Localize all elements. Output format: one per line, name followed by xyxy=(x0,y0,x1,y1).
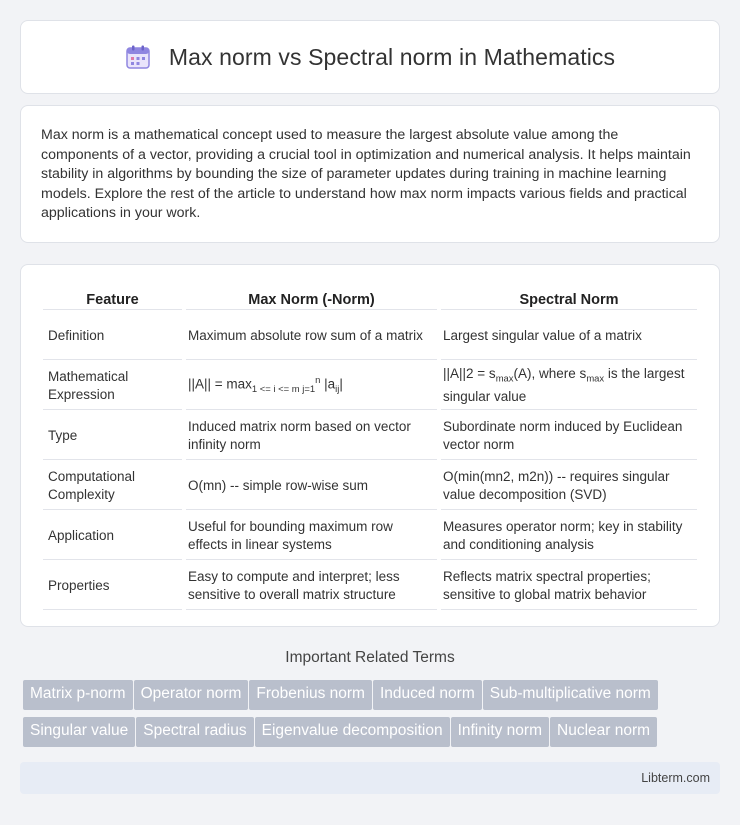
feature-cell: Computational Complexity xyxy=(43,462,182,510)
table-row xyxy=(43,562,697,610)
header-max-norm: Max Norm (-Norm) xyxy=(186,289,437,310)
comparison-table xyxy=(39,287,701,612)
footer-brand[interactable]: Libterm.com xyxy=(641,771,710,785)
max-norm-cell: Easy to compute and interpret; less sensitive to overall matrix structure xyxy=(186,562,437,610)
calendar-icon xyxy=(125,44,151,70)
footer xyxy=(20,762,720,794)
max-norm-cell: Induced matrix norm based on vector infinity norm xyxy=(186,412,437,460)
max-norm-cell: Maximum absolute row sum of a matrix xyxy=(186,312,437,360)
table-row xyxy=(43,362,697,410)
related-term-tag[interactable]: Eigenvalue decomposition xyxy=(255,717,450,747)
max-norm-cell: $||A|| = \max_{1 <= i <= m j=1}^n |a_{ij}|$ xyxy=(186,362,437,410)
related-term-tag[interactable]: Nuclear norm xyxy=(550,717,657,747)
feature-cell: Application xyxy=(43,512,182,560)
spectral-norm-cell: Largest singular value of a matrix xyxy=(441,312,697,360)
feature-cell: Definition xyxy=(43,312,182,360)
related-term-tag[interactable]: Sub-multiplicative norm xyxy=(483,680,658,710)
spectral-norm-cell: $||A||2 = s_{max}(A)$, where $s_{max}$ is the largest singular value xyxy=(441,362,697,410)
table-row xyxy=(43,412,697,460)
related-term-tag[interactable]: Matrix p-norm xyxy=(23,680,133,710)
table-row xyxy=(43,512,697,560)
related-term-tag[interactable]: Frobenius norm xyxy=(249,680,372,710)
spectral-norm-cell: O(min(mn2, m2n)) -- requires singular value decomposition (SVD) xyxy=(441,462,697,510)
table-row xyxy=(43,462,697,510)
intro-card xyxy=(20,105,720,243)
feature-cell: Properties xyxy=(43,562,182,610)
spectral-norm-cell: Measures operator norm; key in stability and conditioning analysis xyxy=(441,512,697,560)
page-title: Max norm vs Spectral norm in Mathematics xyxy=(168,43,616,70)
feature-cell: Mathematical Expression xyxy=(43,362,182,410)
header-feature: Feature xyxy=(43,289,182,310)
intro-text: Max norm is a mathematical concept used to measure the largest absolute value among the components of a vector, providing a crucial tool in optimization and numerical analysis. It helps maintain stability in algorithms by bounding the size of parameter updates during training in machine learning models. Explore the rest of the article to understand how max norm impacts various fields and practical applications in your work. xyxy=(41,127,691,222)
related-term-tag[interactable]: Induced norm xyxy=(373,680,482,710)
max-norm-cell: O(mn) -- simple row-wise sum xyxy=(186,462,437,510)
related-term-tag[interactable]: Spectral radius xyxy=(136,717,253,747)
header-spectral-norm: Spectral Norm xyxy=(441,289,697,310)
title-card xyxy=(20,20,720,94)
max-norm-cell: Useful for bounding maximum row effects in linear systems xyxy=(186,512,437,560)
related-term-tag[interactable]: Infinity norm xyxy=(451,717,549,747)
table-header-row xyxy=(43,289,697,310)
spectral-norm-cell: Subordinate norm induced by Euclidean vector norm xyxy=(441,412,697,460)
related-term-tag[interactable]: Operator norm xyxy=(134,680,249,710)
comparison-table-card xyxy=(20,264,720,627)
related-terms-title: Important Related Terms xyxy=(285,649,455,666)
table-row xyxy=(43,312,697,360)
related-terms-list xyxy=(23,680,723,754)
related-term-tag[interactable]: Singular value xyxy=(23,717,135,747)
feature-cell: Type xyxy=(43,412,182,460)
spectral-norm-cell: Reflects matrix spectral properties; sensitive to global matrix behavior xyxy=(441,562,697,610)
